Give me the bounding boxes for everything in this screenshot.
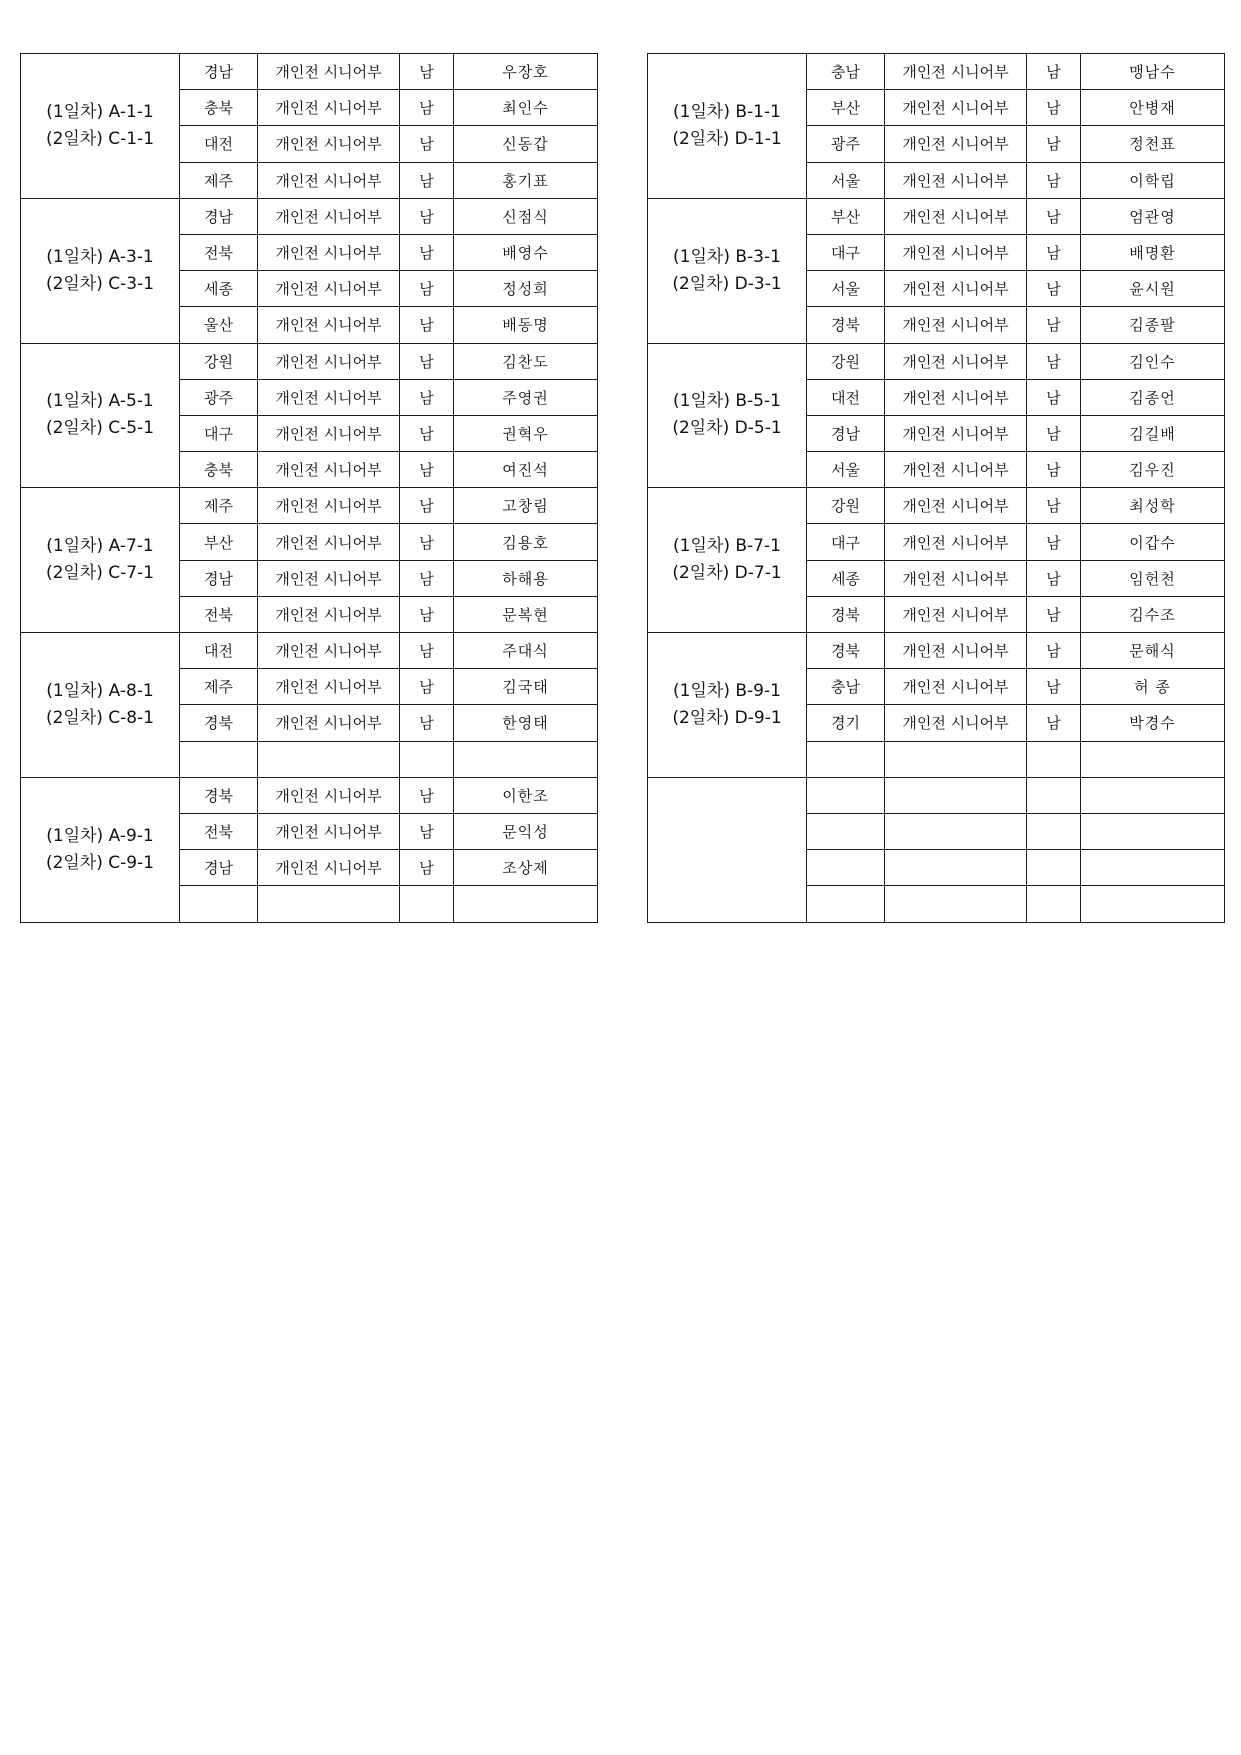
day1-label: (1일차) A-1-1	[46, 101, 154, 122]
gender-cell: 남	[400, 524, 454, 560]
region-cell: 경북	[807, 596, 885, 632]
name-cell: 우장호	[454, 54, 598, 90]
gender-cell: 남	[1027, 379, 1081, 415]
event-cell: 개인전 시니어부	[885, 524, 1027, 560]
gender-cell: 남	[400, 488, 454, 524]
region-cell: 대전	[807, 379, 885, 415]
name-cell: 김용호	[454, 524, 598, 560]
name-cell	[1081, 741, 1225, 777]
day1-label: (1일차) A-9-1	[46, 825, 154, 846]
event-cell	[258, 741, 400, 777]
gender-cell: 남	[1027, 524, 1081, 560]
region-cell: 충북	[180, 452, 258, 488]
event-cell: 개인전 시니어부	[258, 126, 400, 162]
event-cell: 개인전 시니어부	[885, 669, 1027, 705]
name-cell	[454, 741, 598, 777]
gender-cell: 남	[1027, 198, 1081, 234]
gender-cell: 남	[1027, 162, 1081, 198]
name-cell: 고창림	[454, 488, 598, 524]
table-row	[21, 777, 598, 813]
event-cell: 개인전 시니어부	[258, 560, 400, 596]
region-cell: 부산	[807, 90, 885, 126]
region-cell: 강원	[807, 488, 885, 524]
name-cell: 배명환	[1081, 234, 1225, 270]
gender-cell: 남	[1027, 415, 1081, 451]
region-cell: 대구	[180, 415, 258, 451]
day1-label: (1일차) B-7-1	[673, 536, 781, 557]
region-cell: 세종	[180, 271, 258, 307]
gender-cell	[1027, 813, 1081, 849]
region-cell	[807, 813, 885, 849]
gender-cell: 남	[400, 162, 454, 198]
event-cell: 개인전 시니어부	[258, 271, 400, 307]
name-cell: 여진석	[454, 452, 598, 488]
name-cell	[1081, 777, 1225, 813]
right-bracket-body	[648, 54, 1225, 923]
event-cell: 개인전 시니어부	[885, 307, 1027, 343]
right-bracket-table	[647, 53, 1225, 923]
day2-label: (2일차) D-9-1	[672, 707, 782, 728]
gender-cell: 남	[1027, 234, 1081, 270]
name-cell: 문해식	[1081, 633, 1225, 669]
name-cell: 이갑수	[1081, 524, 1225, 560]
day2-label: (2일차) D-1-1	[672, 128, 782, 149]
left-bracket-body	[21, 54, 598, 923]
left-bracket-table	[20, 53, 598, 923]
day2-label: (2일차) D-3-1	[672, 273, 782, 294]
region-cell: 대전	[180, 633, 258, 669]
region-cell: 경남	[807, 415, 885, 451]
event-cell: 개인전 시니어부	[258, 669, 400, 705]
day2-label: (2일차) C-7-1	[45, 563, 155, 584]
gender-cell: 남	[1027, 307, 1081, 343]
event-cell	[885, 777, 1027, 813]
region-cell: 경기	[807, 705, 885, 741]
event-cell: 개인전 시니어부	[258, 307, 400, 343]
gender-cell	[1027, 777, 1081, 813]
name-cell	[454, 886, 598, 922]
event-cell: 개인전 시니어부	[258, 452, 400, 488]
region-cell	[807, 741, 885, 777]
name-cell: 김국태	[454, 669, 598, 705]
name-cell: 배영수	[454, 234, 598, 270]
event-cell: 개인전 시니어부	[258, 488, 400, 524]
name-cell: 김우진	[1081, 452, 1225, 488]
name-cell: 신점식	[454, 198, 598, 234]
event-cell: 개인전 시니어부	[885, 126, 1027, 162]
event-cell: 개인전 시니어부	[258, 524, 400, 560]
name-cell: 엄관영	[1081, 198, 1225, 234]
day2-label: (2일차) D-7-1	[672, 563, 782, 584]
gender-cell: 남	[400, 54, 454, 90]
region-cell: 전북	[180, 813, 258, 849]
group-label	[648, 633, 807, 778]
gender-cell: 남	[1027, 633, 1081, 669]
region-cell: 제주	[180, 669, 258, 705]
name-cell: 김종언	[1081, 379, 1225, 415]
event-cell: 개인전 시니어부	[258, 198, 400, 234]
region-cell: 세종	[807, 560, 885, 596]
event-cell: 개인전 시니어부	[258, 777, 400, 813]
name-cell: 권혁우	[454, 415, 598, 451]
day1-label: (1일차) B-5-1	[673, 391, 781, 412]
event-cell: 개인전 시니어부	[885, 162, 1027, 198]
region-cell: 경북	[807, 633, 885, 669]
gender-cell: 남	[400, 813, 454, 849]
day1-label: (1일차) A-3-1	[46, 246, 154, 267]
group-label	[648, 488, 807, 633]
event-cell	[885, 850, 1027, 886]
event-cell: 개인전 시니어부	[885, 452, 1027, 488]
region-cell: 전북	[180, 596, 258, 632]
event-cell: 개인전 시니어부	[885, 90, 1027, 126]
group-label	[21, 488, 180, 633]
region-cell: 경남	[180, 850, 258, 886]
day2-label: (2일차) C-1-1	[45, 128, 155, 149]
region-cell: 대전	[180, 126, 258, 162]
region-cell: 부산	[807, 198, 885, 234]
name-cell: 주영권	[454, 379, 598, 415]
gender-cell: 남	[400, 343, 454, 379]
name-cell: 임헌천	[1081, 560, 1225, 596]
event-cell: 개인전 시니어부	[258, 850, 400, 886]
gender-cell: 남	[400, 850, 454, 886]
event-cell: 개인전 시니어부	[258, 705, 400, 741]
table-row	[648, 633, 1225, 669]
region-cell: 충남	[807, 54, 885, 90]
event-cell: 개인전 시니어부	[885, 234, 1027, 270]
gender-cell: 남	[400, 596, 454, 632]
group-label	[21, 343, 180, 488]
gender-cell: 남	[1027, 90, 1081, 126]
gender-cell: 남	[400, 271, 454, 307]
event-cell	[258, 886, 400, 922]
name-cell: 김길배	[1081, 415, 1225, 451]
name-cell: 홍기표	[454, 162, 598, 198]
region-cell: 제주	[180, 162, 258, 198]
group-label	[648, 54, 807, 199]
group-label	[21, 54, 180, 199]
day2-label: (2일차) C-8-1	[45, 707, 155, 728]
gender-cell: 남	[400, 307, 454, 343]
name-cell: 배동명	[454, 307, 598, 343]
event-cell: 개인전 시니어부	[885, 54, 1027, 90]
region-cell: 전북	[180, 234, 258, 270]
region-cell: 충북	[180, 90, 258, 126]
table-row	[21, 488, 598, 524]
gender-cell: 남	[1027, 596, 1081, 632]
table-row	[21, 198, 598, 234]
day1-label: (1일차) A-8-1	[46, 680, 154, 701]
name-cell: 정천표	[1081, 126, 1225, 162]
event-cell: 개인전 시니어부	[885, 415, 1027, 451]
gender-cell: 남	[1027, 560, 1081, 596]
name-cell: 안병재	[1081, 90, 1225, 126]
gender-cell: 남	[1027, 54, 1081, 90]
event-cell: 개인전 시니어부	[258, 813, 400, 849]
event-cell: 개인전 시니어부	[885, 198, 1027, 234]
gender-cell: 남	[400, 705, 454, 741]
table-row	[21, 633, 598, 669]
gender-cell: 남	[1027, 488, 1081, 524]
name-cell: 김종팔	[1081, 307, 1225, 343]
region-cell: 대구	[807, 524, 885, 560]
gender-cell: 남	[400, 379, 454, 415]
day1-label: (1일차) A-5-1	[46, 391, 154, 412]
region-cell: 울산	[180, 307, 258, 343]
name-cell: 주대식	[454, 633, 598, 669]
event-cell: 개인전 시니어부	[258, 379, 400, 415]
gender-cell: 남	[400, 198, 454, 234]
gender-cell	[400, 886, 454, 922]
region-cell: 서울	[807, 271, 885, 307]
name-cell	[1081, 850, 1225, 886]
event-cell: 개인전 시니어부	[885, 705, 1027, 741]
day2-label: (2일차) C-3-1	[45, 273, 155, 294]
region-cell: 광주	[807, 126, 885, 162]
region-cell: 경남	[180, 560, 258, 596]
gender-cell	[1027, 850, 1081, 886]
table-row	[648, 54, 1225, 90]
gender-cell: 남	[400, 452, 454, 488]
name-cell: 맹남수	[1081, 54, 1225, 90]
group-label	[648, 777, 807, 922]
region-cell	[180, 886, 258, 922]
gender-cell: 남	[400, 633, 454, 669]
event-cell	[885, 741, 1027, 777]
name-cell: 김수조	[1081, 596, 1225, 632]
gender-cell: 남	[400, 777, 454, 813]
event-cell: 개인전 시니어부	[258, 633, 400, 669]
region-cell: 경남	[180, 198, 258, 234]
region-cell: 제주	[180, 488, 258, 524]
table-row	[648, 198, 1225, 234]
gender-cell	[1027, 886, 1081, 922]
group-label	[648, 343, 807, 488]
day1-label: (1일차) B-9-1	[673, 680, 781, 701]
gender-cell: 남	[1027, 126, 1081, 162]
region-cell: 충남	[807, 669, 885, 705]
event-cell: 개인전 시니어부	[885, 379, 1027, 415]
name-cell: 이학립	[1081, 162, 1225, 198]
event-cell: 개인전 시니어부	[258, 343, 400, 379]
name-cell: 최성학	[1081, 488, 1225, 524]
event-cell: 개인전 시니어부	[885, 560, 1027, 596]
gender-cell: 남	[1027, 705, 1081, 741]
event-cell: 개인전 시니어부	[885, 488, 1027, 524]
group-label	[21, 633, 180, 778]
table-row	[21, 343, 598, 379]
name-cell: 최인수	[454, 90, 598, 126]
day2-label: (2일차) D-5-1	[672, 418, 782, 439]
region-cell	[180, 741, 258, 777]
day1-label: (1일차) B-3-1	[673, 246, 781, 267]
gender-cell	[400, 741, 454, 777]
name-cell: 하해용	[454, 560, 598, 596]
event-cell: 개인전 시니어부	[258, 162, 400, 198]
name-cell: 신동갑	[454, 126, 598, 162]
gender-cell: 남	[400, 415, 454, 451]
gender-cell: 남	[400, 126, 454, 162]
name-cell: 허 종	[1081, 669, 1225, 705]
gender-cell: 남	[400, 560, 454, 596]
gender-cell: 남	[400, 669, 454, 705]
event-cell: 개인전 시니어부	[885, 271, 1027, 307]
region-cell: 강원	[180, 343, 258, 379]
name-cell: 한영태	[454, 705, 598, 741]
region-cell: 경북	[807, 307, 885, 343]
name-cell: 문익성	[454, 813, 598, 849]
event-cell: 개인전 시니어부	[885, 343, 1027, 379]
event-cell: 개인전 시니어부	[258, 596, 400, 632]
name-cell: 문복현	[454, 596, 598, 632]
day1-label: (1일차) A-7-1	[46, 536, 154, 557]
group-label	[21, 198, 180, 343]
region-cell: 경북	[180, 705, 258, 741]
region-cell: 대구	[807, 234, 885, 270]
gender-cell: 남	[1027, 669, 1081, 705]
event-cell: 개인전 시니어부	[885, 633, 1027, 669]
name-cell: 김인수	[1081, 343, 1225, 379]
day1-label: (1일차) B-1-1	[673, 101, 781, 122]
name-cell: 정성희	[454, 271, 598, 307]
event-cell: 개인전 시니어부	[258, 415, 400, 451]
event-cell	[885, 886, 1027, 922]
gender-cell: 남	[400, 234, 454, 270]
group-label	[21, 777, 180, 922]
day2-label: (2일차) C-5-1	[45, 418, 155, 439]
gender-cell: 남	[1027, 271, 1081, 307]
region-cell: 서울	[807, 452, 885, 488]
region-cell: 경북	[180, 777, 258, 813]
region-cell: 경남	[180, 54, 258, 90]
gender-cell	[1027, 741, 1081, 777]
region-cell	[807, 777, 885, 813]
name-cell: 이한조	[454, 777, 598, 813]
region-cell: 서울	[807, 162, 885, 198]
group-label	[648, 198, 807, 343]
event-cell: 개인전 시니어부	[258, 54, 400, 90]
table-row	[21, 54, 598, 90]
table-row	[648, 343, 1225, 379]
gender-cell: 남	[1027, 452, 1081, 488]
name-cell: 윤시원	[1081, 271, 1225, 307]
region-cell	[807, 886, 885, 922]
region-cell: 강원	[807, 343, 885, 379]
gender-cell: 남	[1027, 343, 1081, 379]
event-cell: 개인전 시니어부	[258, 234, 400, 270]
name-cell	[1081, 813, 1225, 849]
region-cell: 부산	[180, 524, 258, 560]
region-cell	[807, 850, 885, 886]
day2-label: (2일차) C-9-1	[45, 852, 155, 873]
name-cell	[1081, 886, 1225, 922]
event-cell: 개인전 시니어부	[885, 596, 1027, 632]
event-cell	[885, 813, 1027, 849]
name-cell: 조상제	[454, 850, 598, 886]
table-row	[648, 488, 1225, 524]
event-cell: 개인전 시니어부	[258, 90, 400, 126]
table-row	[648, 777, 1225, 813]
name-cell: 김찬도	[454, 343, 598, 379]
gender-cell: 남	[400, 90, 454, 126]
region-cell: 광주	[180, 379, 258, 415]
name-cell: 박경수	[1081, 705, 1225, 741]
